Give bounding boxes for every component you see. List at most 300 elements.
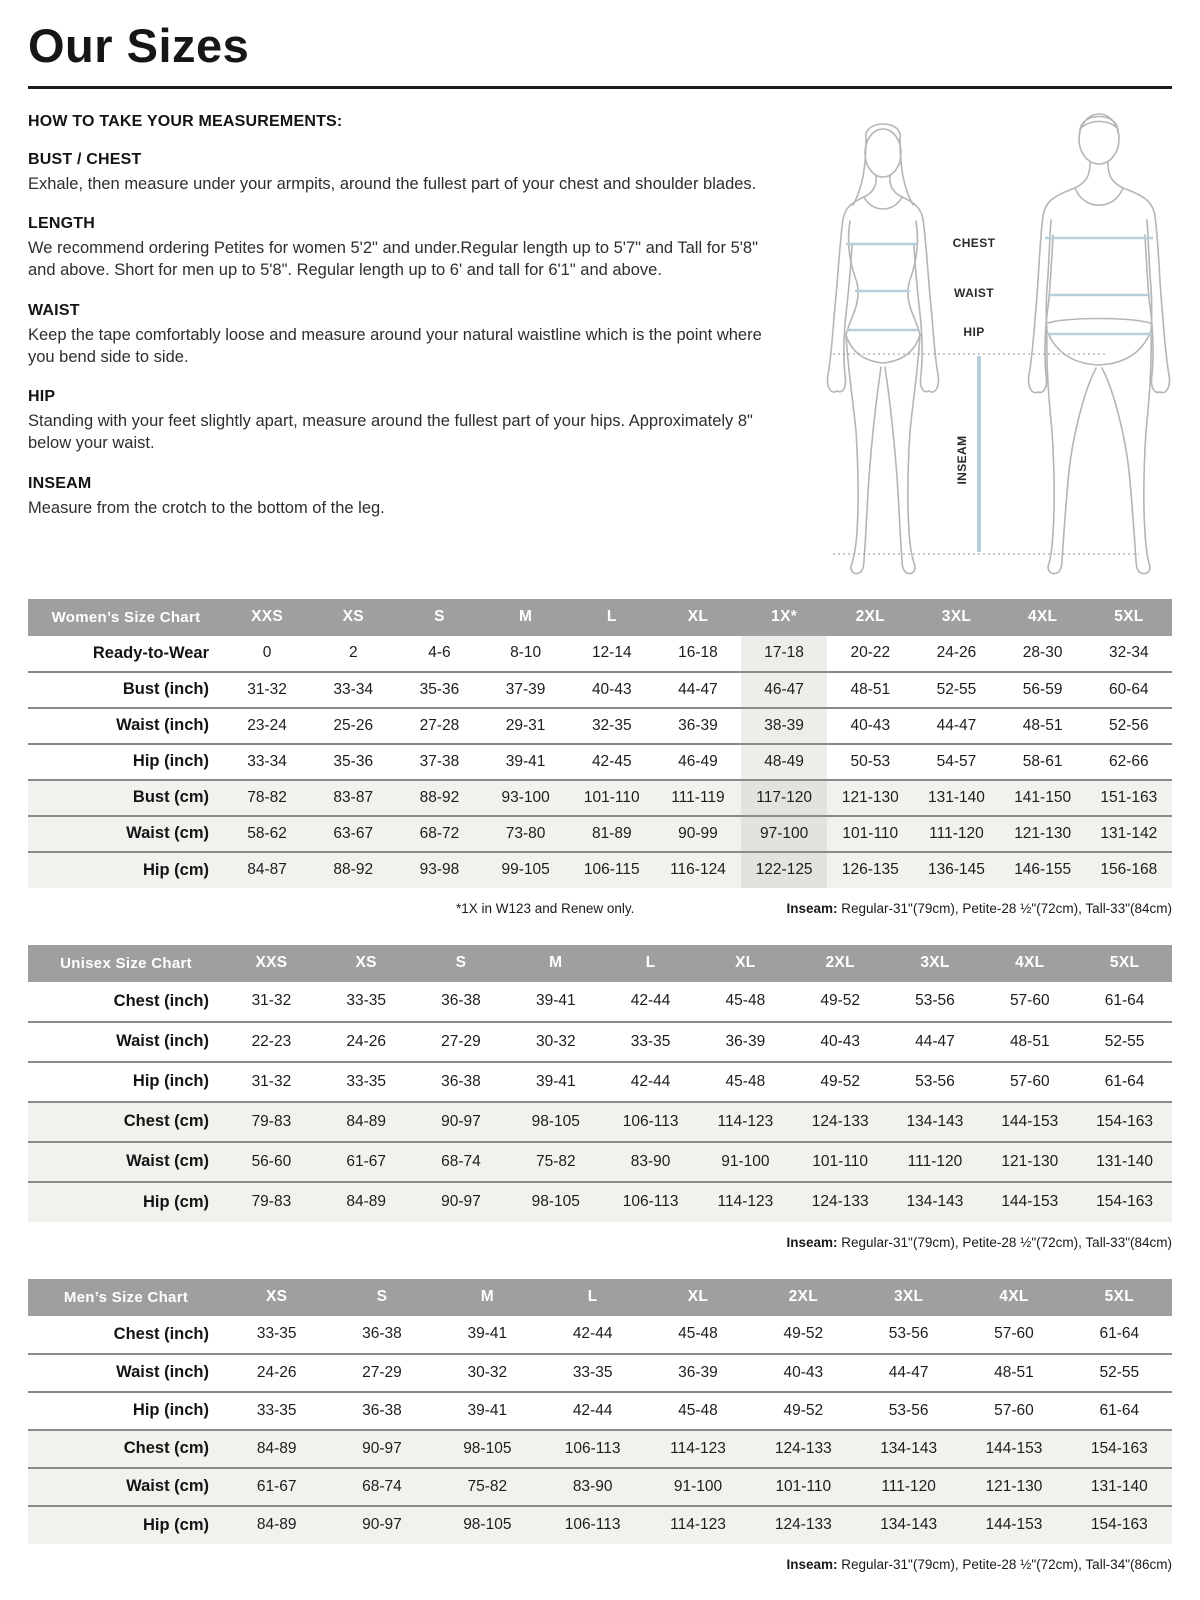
size-cell: 33-35 (572, 1363, 613, 1381)
size-cell: 151-163 (1100, 788, 1158, 806)
size-cell: 36-39 (678, 716, 718, 734)
size-cell: 20-22 (850, 644, 891, 662)
inseam-note-text: Regular-31"(79cm), Petite-28 ½"(72cm), Tall-33"(84cm) (837, 1234, 1172, 1250)
size-cell: 83-90 (630, 1152, 671, 1170)
column-header: XXS (224, 599, 310, 636)
size-cell: 4-6 (428, 644, 451, 662)
section-title: WAIST (28, 301, 80, 319)
size-cell: 121-130 (1014, 824, 1072, 842)
table-header-row (28, 945, 1172, 982)
size-cell: 44-47 (888, 1363, 929, 1381)
mens-footnotes (28, 1557, 1172, 1572)
size-cell: 101-110 (775, 1477, 832, 1495)
size-cell: 75-82 (467, 1477, 508, 1495)
unisex-size-table (28, 945, 1172, 1222)
size-cell: 83-87 (333, 788, 374, 806)
size-cell: 106-115 (583, 861, 640, 879)
size-cell: 124-133 (774, 1516, 832, 1534)
size-cell: 63-67 (333, 824, 374, 842)
size-cell: 56-60 (251, 1152, 292, 1170)
table-row (28, 1102, 1172, 1142)
size-cell: 58-61 (1022, 752, 1063, 770)
table-row (28, 1506, 1172, 1544)
table-row (28, 852, 1172, 888)
size-cell: 52-55 (1104, 1032, 1145, 1050)
row-label: Chest (cm) (123, 1439, 209, 1458)
table-row (28, 636, 1172, 672)
size-cell: 56-59 (1022, 680, 1063, 698)
size-cell: 45-48 (678, 1401, 718, 1419)
size-cell: 44-47 (936, 716, 977, 734)
size-cell: 61-67 (256, 1477, 297, 1495)
size-cell: 144-153 (985, 1439, 1043, 1457)
size-cell: 23-24 (247, 716, 287, 734)
column-header: 4XL (961, 1279, 1066, 1316)
column-header: L (540, 1279, 645, 1316)
size-charts (28, 599, 1172, 1572)
size-cell: 90-97 (441, 1193, 481, 1211)
table-row (28, 1062, 1172, 1102)
column-header: 3XL (856, 1279, 961, 1316)
row-label: Waist (inch) (116, 1032, 209, 1051)
size-cell: 98-105 (463, 1516, 512, 1534)
measurement-diagram (796, 107, 1172, 577)
size-cell: 49-52 (820, 992, 860, 1010)
column-header: 5XL (1077, 945, 1172, 982)
size-cell: 33-35 (630, 1032, 671, 1050)
size-cell: 154-163 (1090, 1516, 1148, 1534)
table-title: Men’s Size Chart (28, 1279, 224, 1316)
size-cell: 49-52 (820, 1072, 860, 1090)
column-header: XS (319, 945, 414, 982)
size-cell: 48-51 (994, 1363, 1034, 1381)
size-cell: 33-35 (256, 1401, 297, 1419)
size-cell: 40-43 (591, 680, 632, 698)
size-cell: 68-74 (362, 1477, 402, 1495)
size-cell: 73-80 (505, 824, 546, 842)
unisex-inseam-note (786, 1235, 1172, 1250)
section-title: HIP (28, 388, 56, 406)
column-header: S (414, 945, 509, 982)
column-header: 2XL (827, 599, 913, 636)
size-cell: 45-48 (725, 1072, 766, 1090)
size-cell: 78-82 (247, 788, 287, 806)
size-cell: 17-18 (741, 636, 827, 672)
size-cell: 134-143 (906, 1193, 964, 1211)
size-cell: 61-64 (1104, 1072, 1145, 1090)
size-cell: 33-35 (346, 1072, 387, 1090)
inseam-note-label: Inseam: (786, 1234, 838, 1250)
size-cell: 114-123 (717, 1193, 774, 1211)
table-row (28, 1468, 1172, 1506)
size-cell: 83-90 (572, 1477, 613, 1495)
size-cell: 36-39 (725, 1032, 766, 1050)
size-cell: 144-153 (985, 1516, 1043, 1534)
size-cell: 36-38 (362, 1325, 402, 1343)
size-cell: 42-44 (572, 1325, 613, 1343)
size-cell: 91-100 (673, 1477, 723, 1495)
size-cell: 49-52 (783, 1401, 824, 1419)
section-body: Standing with your feet slightly apart, measure around the fullest part of your hips. Approximately 8" below your waist. (28, 412, 753, 453)
size-cell: 36-38 (362, 1401, 402, 1419)
size-cell: 134-143 (906, 1112, 964, 1130)
size-cell: 84-89 (256, 1439, 297, 1457)
table-row (28, 1392, 1172, 1430)
measurement-section (28, 302, 784, 369)
table-row (28, 816, 1172, 852)
size-cell: 31-32 (251, 992, 292, 1010)
size-cell: 101-110 (842, 824, 899, 842)
diagram-labels (953, 236, 996, 485)
womens-footnotes (28, 901, 1172, 916)
size-cell: 2 (348, 644, 358, 662)
chest-label: CHEST (952, 235, 996, 250)
size-cell: 31-32 (251, 1072, 292, 1090)
section-title: INSEAM (28, 474, 92, 492)
row-label: Hip (cm) (143, 860, 209, 879)
size-cell: 114-123 (717, 1112, 774, 1130)
size-cell: 131-140 (1090, 1477, 1148, 1495)
size-cell: 106-113 (622, 1112, 679, 1130)
unisex-footnotes (28, 1235, 1172, 1250)
size-cell: 144-153 (1001, 1112, 1059, 1130)
size-cell: 39-41 (535, 992, 576, 1010)
size-cell: 39-41 (467, 1325, 508, 1343)
size-cell: 53-56 (888, 1401, 929, 1419)
womens-1x-note: *1X in W123 and Renew only. (456, 900, 635, 916)
column-header: S (329, 1279, 434, 1316)
column-header: 3XL (888, 945, 983, 982)
column-header: XL (645, 1279, 750, 1316)
column-header: L (603, 945, 698, 982)
size-cell: 134-143 (880, 1516, 938, 1534)
size-cell: 40-43 (783, 1363, 824, 1381)
table-row (28, 1430, 1172, 1468)
row-label: Waist (cm) (126, 1477, 209, 1496)
section-title: LENGTH (28, 215, 95, 233)
body-measurement-illustration (796, 107, 1172, 577)
size-cell: 114-123 (670, 1516, 726, 1534)
column-header: 1X* (741, 599, 827, 636)
size-cell: 44-47 (915, 1032, 955, 1050)
size-cell: 111-120 (929, 824, 984, 842)
row-label: Hip (cm) (143, 1192, 209, 1211)
size-cell: 111-119 (671, 788, 725, 806)
size-cell: 75-82 (535, 1152, 576, 1170)
size-cell: 52-56 (1109, 716, 1149, 734)
size-cell: 27-29 (362, 1363, 402, 1381)
size-cell: 12-14 (591, 644, 632, 662)
table-row (28, 1182, 1172, 1222)
size-cell: 93-100 (501, 788, 550, 806)
table-row (28, 708, 1172, 744)
size-cell: 33-34 (333, 680, 374, 698)
row-label: Waist (inch) (116, 716, 209, 735)
size-cell: 91-100 (721, 1152, 770, 1170)
size-cell: 45-48 (678, 1325, 718, 1343)
row-label: Chest (inch) (113, 991, 209, 1010)
size-cell: 117-120 (741, 780, 827, 816)
table-title: Unisex Size Chart (28, 945, 224, 982)
size-cell: 156-168 (1100, 861, 1158, 879)
row-label: Bust (cm) (132, 788, 209, 807)
size-cell: 121-130 (985, 1477, 1043, 1495)
size-cell: 141-150 (1014, 788, 1072, 806)
size-cell: 42-45 (591, 752, 632, 770)
instructions-heading: HOW TO TAKE YOUR MEASUREMENTS: (28, 112, 343, 130)
size-cell: 58-62 (247, 824, 287, 842)
size-cell: 121-130 (841, 788, 899, 806)
size-cell: 84-89 (346, 1193, 387, 1211)
size-cell: 131-140 (928, 788, 985, 806)
mens-chart-block (28, 1279, 1172, 1572)
size-cell: 45-48 (725, 992, 766, 1010)
column-header: M (483, 599, 569, 636)
size-cell: 24-26 (346, 1032, 387, 1050)
column-header: XL (655, 599, 741, 636)
size-cell: 32-35 (591, 716, 632, 734)
size-cell: 116-124 (670, 861, 726, 879)
size-cell: 98-105 (463, 1439, 512, 1457)
size-cell: 27-29 (441, 1032, 481, 1050)
size-cell: 52-55 (936, 680, 977, 698)
size-cell: 35-36 (333, 752, 374, 770)
womens-size-table (28, 599, 1172, 888)
size-cell: 90-97 (362, 1516, 402, 1534)
size-cell: 48-51 (1022, 716, 1063, 734)
inseam-note-text: Regular-31"(79cm), Petite-28 ½"(72cm), Tall-33"(84cm) (837, 900, 1172, 916)
size-cell: 44-47 (678, 680, 718, 698)
column-header: XS (224, 1279, 329, 1316)
size-cell: 68-74 (441, 1152, 481, 1170)
size-cell: 39-41 (505, 752, 546, 770)
measurement-section (28, 215, 784, 282)
column-header: 2XL (751, 1279, 856, 1316)
size-cell: 37-38 (419, 752, 460, 770)
size-cell: 88-92 (333, 861, 374, 879)
column-header: M (435, 1279, 540, 1316)
column-header: 2XL (793, 945, 888, 982)
size-cell: 39-41 (467, 1401, 508, 1419)
size-cell: 106-113 (564, 1439, 621, 1457)
size-cell: 61-67 (346, 1152, 387, 1170)
size-cell: 36-38 (441, 1072, 481, 1090)
size-cell: 90-97 (362, 1439, 402, 1457)
woman-figure (828, 124, 939, 574)
size-cell: 84-89 (256, 1516, 297, 1534)
size-cell: 154-163 (1090, 1439, 1148, 1457)
size-cell: 33-35 (346, 992, 387, 1010)
size-cell: 28-30 (1022, 644, 1063, 662)
size-cell: 49-52 (783, 1325, 824, 1343)
size-cell: 90-97 (441, 1112, 481, 1130)
size-cell: 114-123 (670, 1439, 726, 1457)
womens-inseam-note (786, 901, 1172, 916)
size-cell: 93-98 (419, 861, 460, 879)
measurement-section (28, 475, 784, 520)
size-cell: 57-60 (994, 1401, 1034, 1419)
size-cell: 40-43 (820, 1032, 860, 1050)
size-cell: 40-43 (850, 716, 891, 734)
size-cell: 57-60 (994, 1325, 1034, 1343)
size-cell: 42-44 (572, 1401, 613, 1419)
size-cell: 98-105 (531, 1193, 580, 1211)
size-cell: 124-133 (811, 1112, 869, 1130)
size-cell: 154-163 (1096, 1112, 1154, 1130)
hip-label: HIP (963, 324, 985, 339)
table-row (28, 1022, 1172, 1062)
row-label: Chest (cm) (123, 1112, 209, 1131)
row-label: Bust (inch) (122, 680, 209, 699)
size-cell: 131-142 (1100, 824, 1158, 842)
waist-label: WAIST (954, 285, 994, 300)
row-label: Hip (inch) (132, 752, 209, 771)
size-cell: 79-83 (251, 1193, 292, 1211)
size-cell: 25-26 (333, 716, 374, 734)
size-cell: 38-39 (741, 708, 827, 744)
table-row (28, 1142, 1172, 1182)
mens-inseam-note (786, 1557, 1172, 1572)
size-cell: 37-39 (505, 680, 546, 698)
size-cell: 61-64 (1099, 1401, 1140, 1419)
table-row (28, 780, 1172, 816)
column-header: M (508, 945, 603, 982)
size-cell: 106-113 (622, 1193, 679, 1211)
size-cell: 111-120 (881, 1477, 936, 1495)
size-cell: 146-155 (1014, 861, 1072, 879)
size-cell: 33-35 (256, 1325, 297, 1343)
size-cell: 84-87 (247, 861, 287, 879)
size-cell: 97-100 (741, 816, 827, 852)
size-cell: 101-110 (812, 1152, 869, 1170)
column-header: 3XL (913, 599, 999, 636)
measurement-instructions (28, 113, 784, 577)
size-cell: 99-105 (501, 861, 550, 879)
section-body: Keep the tape comfortably loose and measure around your natural waistline which is the point where you bend side to side. (28, 325, 762, 366)
size-cell: 32-34 (1109, 644, 1149, 662)
row-label: Chest (inch) (113, 1324, 209, 1343)
size-cell: 52-55 (1099, 1363, 1140, 1381)
column-header: 5XL (1086, 599, 1172, 636)
size-cell: 46-49 (678, 752, 718, 770)
size-cell: 42-44 (630, 1072, 671, 1090)
measurement-section (28, 388, 784, 455)
size-cell: 53-56 (915, 992, 955, 1010)
row-label: Hip (inch) (132, 1072, 209, 1091)
column-header: 4XL (1000, 599, 1086, 636)
row-label: Waist (inch) (116, 1363, 209, 1382)
section-title: BUST / CHEST (28, 150, 142, 168)
size-cell: 121-130 (1001, 1152, 1059, 1170)
column-header: 4XL (982, 945, 1077, 982)
size-cell: 61-64 (1104, 992, 1145, 1010)
column-header: S (396, 599, 482, 636)
size-cell: 36-39 (678, 1363, 718, 1381)
size-cell: 8-10 (510, 644, 542, 662)
size-cell: 53-56 (888, 1325, 929, 1343)
inseam-label: INSEAM (955, 435, 969, 485)
size-cell: 30-32 (467, 1363, 508, 1381)
size-cell: 101-110 (583, 788, 640, 806)
size-cell: 16-18 (678, 644, 718, 662)
column-header: 5XL (1067, 1279, 1172, 1316)
size-cell: 0 (262, 644, 272, 662)
section-body: Exhale, then measure under your armpits, around the fullest part of your chest and shoulder blades. (28, 174, 757, 193)
title-divider (28, 86, 1172, 89)
size-cell: 126-135 (841, 861, 899, 879)
size-cell: 36-38 (441, 992, 481, 1010)
size-cell: 48-51 (850, 680, 891, 698)
size-cell: 124-133 (774, 1439, 832, 1457)
size-cell: 48-51 (1009, 1032, 1050, 1050)
measurement-sections (28, 151, 784, 520)
size-cell: 22-23 (251, 1032, 292, 1050)
column-header: XS (310, 599, 396, 636)
size-cell: 48-49 (741, 744, 827, 780)
size-cell: 61-64 (1099, 1325, 1140, 1343)
size-cell: 30-32 (535, 1032, 576, 1050)
size-cell: 27-28 (419, 716, 460, 734)
row-label: Waist (cm) (126, 1152, 209, 1171)
womens-chart-block (28, 599, 1172, 916)
table-header-row (28, 599, 1172, 636)
size-cell: 39-41 (535, 1072, 576, 1090)
size-cell: 106-113 (564, 1516, 621, 1534)
table-header-row (28, 1279, 1172, 1316)
size-cell: 84-89 (346, 1112, 387, 1130)
size-cell: 88-92 (419, 788, 460, 806)
section-body: We recommend ordering Petites for women 5'2" and under.Regular length up to 5'7" and Tall for 5'8" and above. Short for men up to 5'8". Regular length up to 6' and tall for 6'1" and above. (28, 239, 758, 280)
row-label: Hip (cm) (143, 1515, 209, 1534)
size-cell: 79-83 (251, 1112, 292, 1130)
table-title: Women’s Size Chart (28, 599, 224, 636)
page-title: Our Sizes (28, 19, 250, 72)
size-cell: 42-44 (630, 992, 671, 1010)
size-cell: 24-26 (936, 644, 977, 662)
size-cell: 62-66 (1109, 752, 1149, 770)
size-cell: 81-89 (591, 824, 632, 842)
column-header: XL (698, 945, 793, 982)
size-cell: 154-163 (1096, 1193, 1154, 1211)
man-figure (1029, 114, 1170, 574)
size-cell: 33-34 (247, 752, 287, 770)
mens-size-table (28, 1279, 1172, 1544)
size-cell: 29-31 (505, 716, 546, 734)
column-header: L (569, 599, 655, 636)
size-cell: 57-60 (1009, 1072, 1050, 1090)
unisex-chart-block (28, 945, 1172, 1250)
inseam-note-label: Inseam: (786, 1556, 838, 1572)
size-cell: 50-53 (850, 752, 891, 770)
size-cell: 98-105 (531, 1112, 580, 1130)
size-cell: 111-120 (907, 1152, 963, 1170)
size-cell: 60-64 (1109, 680, 1149, 698)
row-label: Hip (inch) (132, 1401, 209, 1420)
table-row (28, 1316, 1172, 1354)
size-cell: 24-26 (256, 1363, 297, 1381)
table-row (28, 982, 1172, 1022)
size-cell: 31-32 (247, 680, 287, 698)
top-section (28, 113, 1172, 577)
table-row (28, 672, 1172, 708)
table-row (28, 1354, 1172, 1392)
size-cell: 54-57 (936, 752, 977, 770)
measurement-section (28, 151, 784, 196)
inseam-note-text: Regular-31"(79cm), Petite-28 ½"(72cm), Tall-34"(86cm) (837, 1556, 1172, 1572)
size-cell: 35-36 (419, 680, 460, 698)
size-cell: 46-47 (741, 672, 827, 708)
size-cell: 136-145 (928, 861, 985, 879)
